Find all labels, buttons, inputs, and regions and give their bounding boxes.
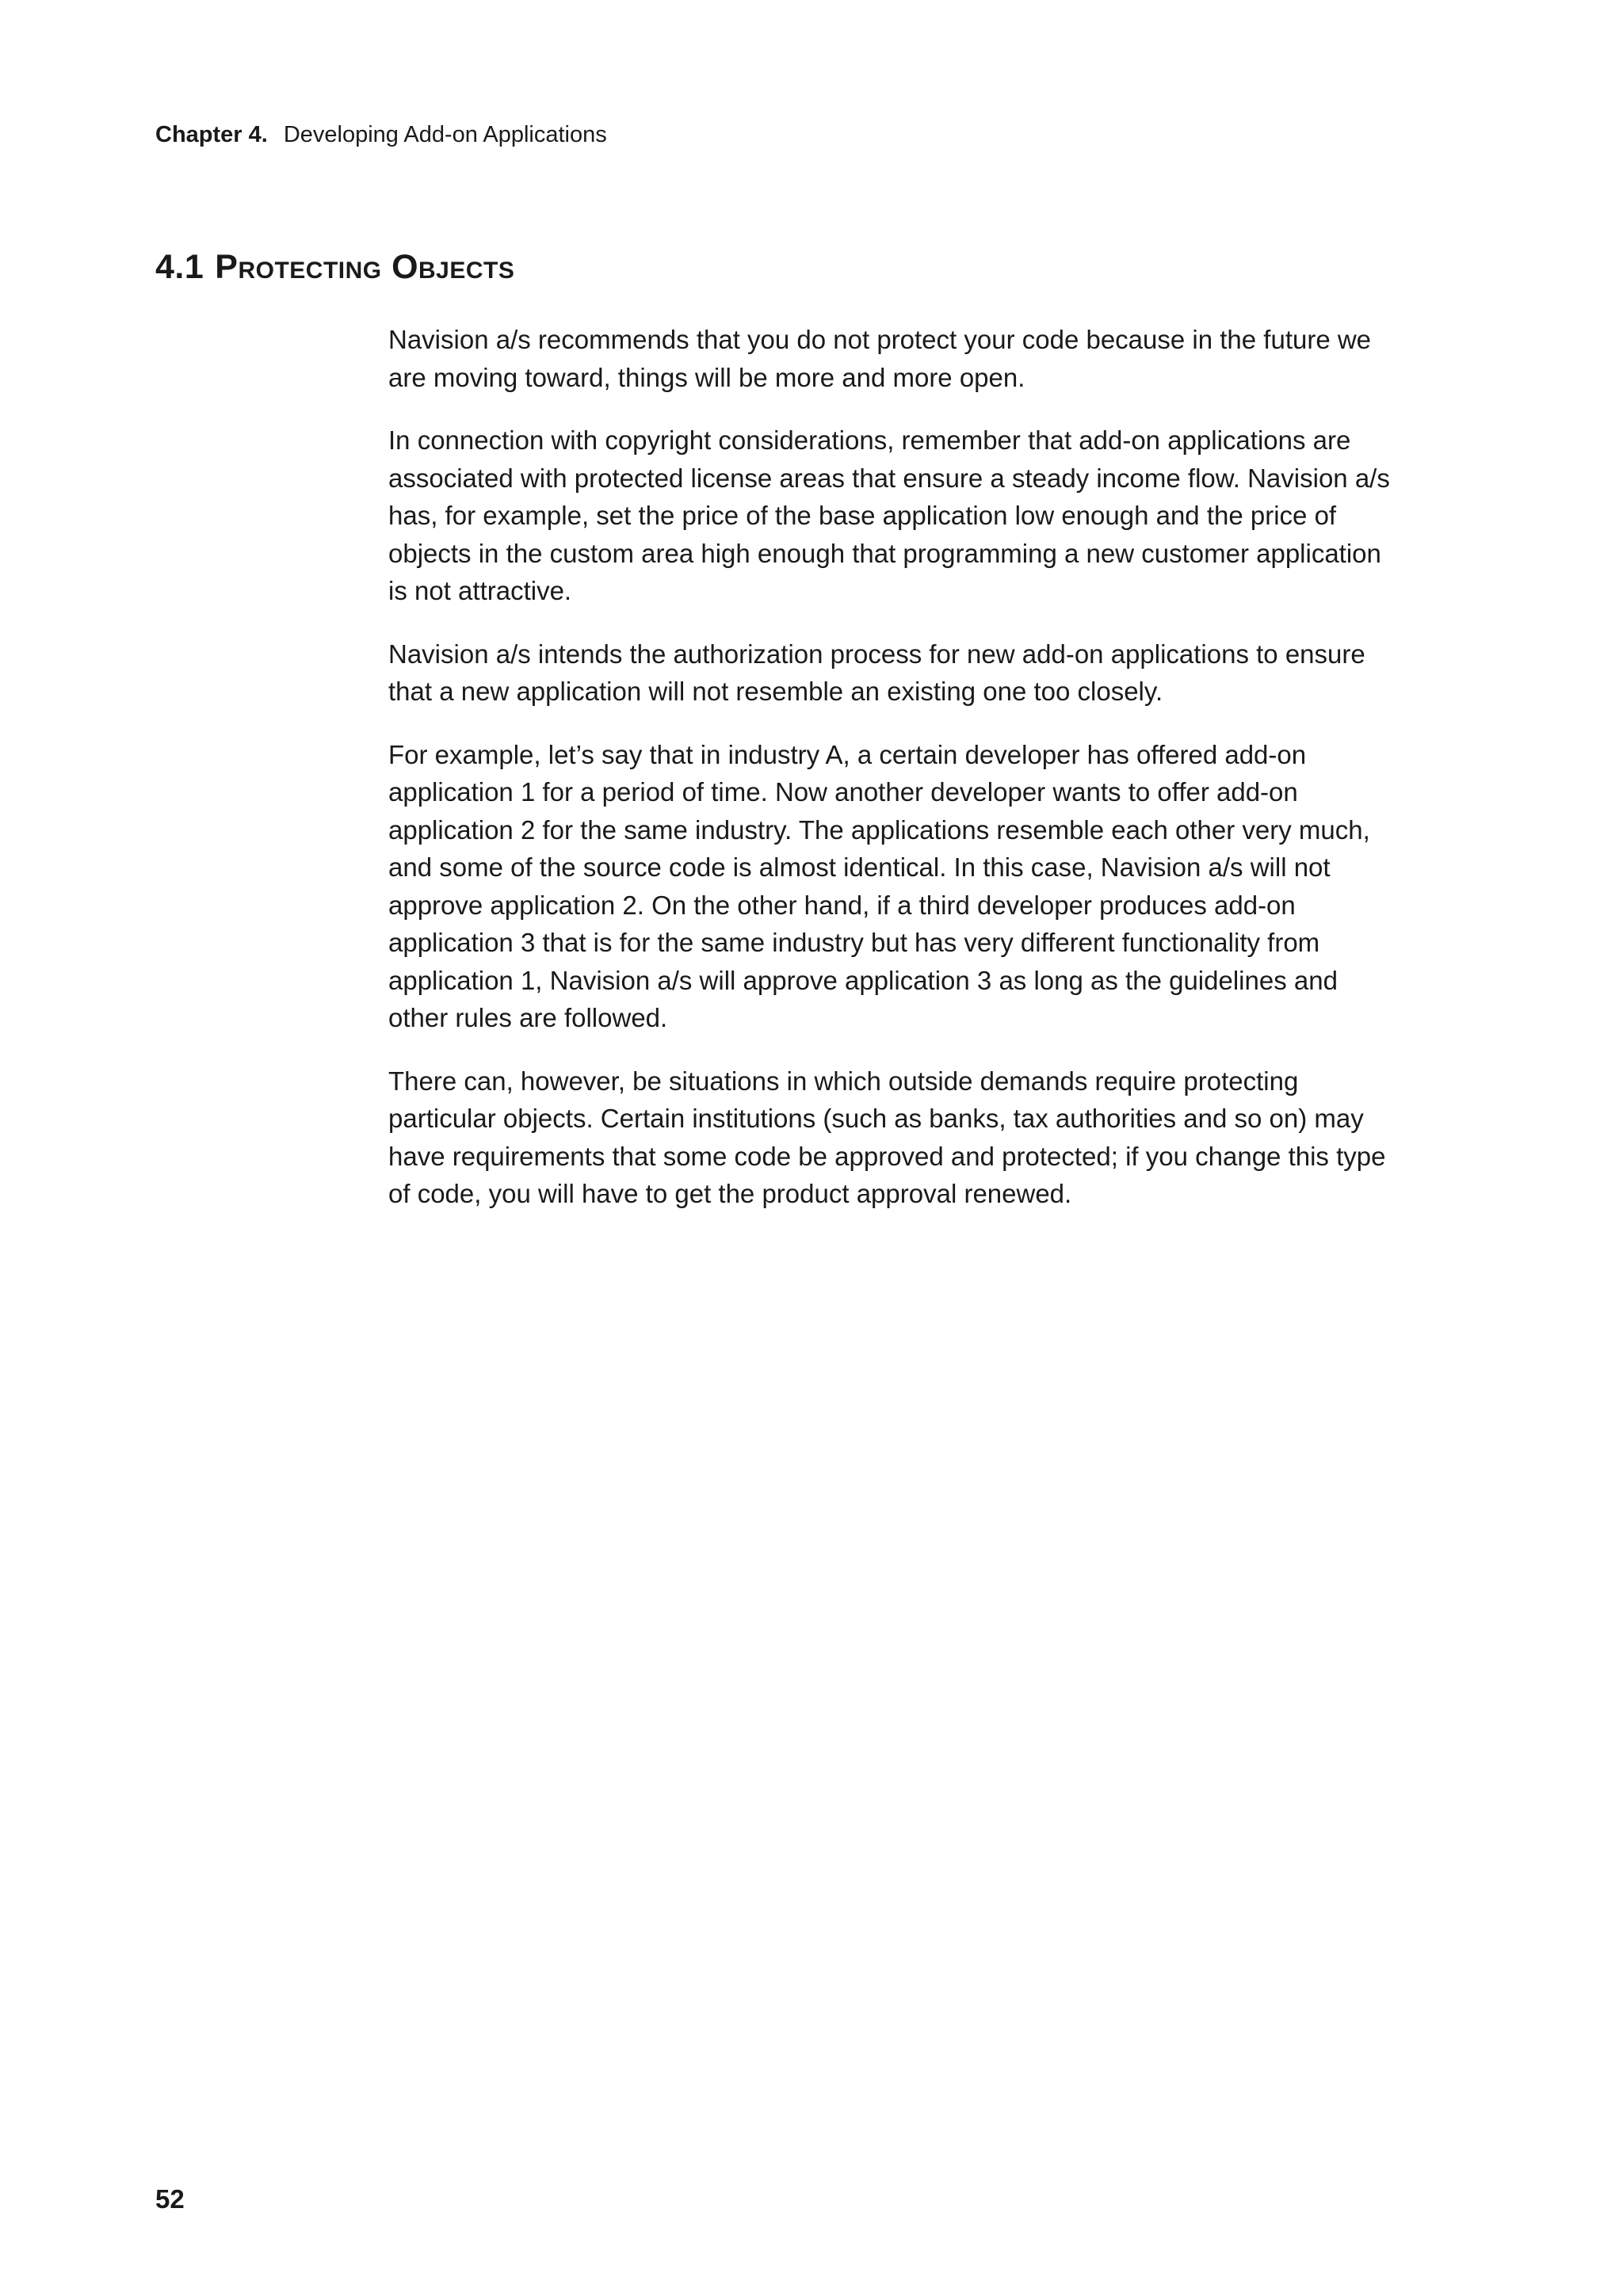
paragraph: There can, however, be situations in which outside demands require protecting particular objects. Certain institutions (such as banks, tax authorities and so on) may have requirements that some code be approved and protected; if you change this type of code, you will have to get the product approval renewed. [388,1066,1386,1208]
running-header [155,120,607,149]
chapter-label: Chapter 4. [155,122,268,147]
section-heading [155,246,514,288]
body-text [388,321,1403,1238]
page-number: 52 [155,2184,185,2214]
paragraph: Navision a/s recommends that you do not protect your code because in the future we are moving toward, things will be more and more open. [388,325,1372,392]
paragraph: In connection with copyright considerations, remember that add-on applications are associated with protected license areas that ensure a steady income flow. Navision a/s has, for example, set the price of the base application low enough and the price of objects in the custom area high enough that programming a new customer application is not attractive. [388,425,1390,605]
section-title: Protecting Objects [215,248,515,286]
paragraph: For example, let’s say that in industry A, a certain developer has offered add-on application 1 for a period of time. Now another developer wants to offer add-on application 2 for the same industry. The applications resemble each other very much, and some of the source code is almost identical. In this case, Navision a/s will not approve application 2. On the other hand, if a third developer produces add-on application 3 that is for the same industry but has very different functionality from application 1, Navision a/s will approve application 3 as long as the guidelines and other rules are followed. [388,739,1370,1032]
chapter-title: Developing Add-on Applications [283,122,607,147]
section-number: 4.1 [155,248,204,286]
paragraph: Navision a/s intends the authorization process for new add-on applications to ensure that a new application will not resemble an existing one too closely. [388,639,1365,706]
